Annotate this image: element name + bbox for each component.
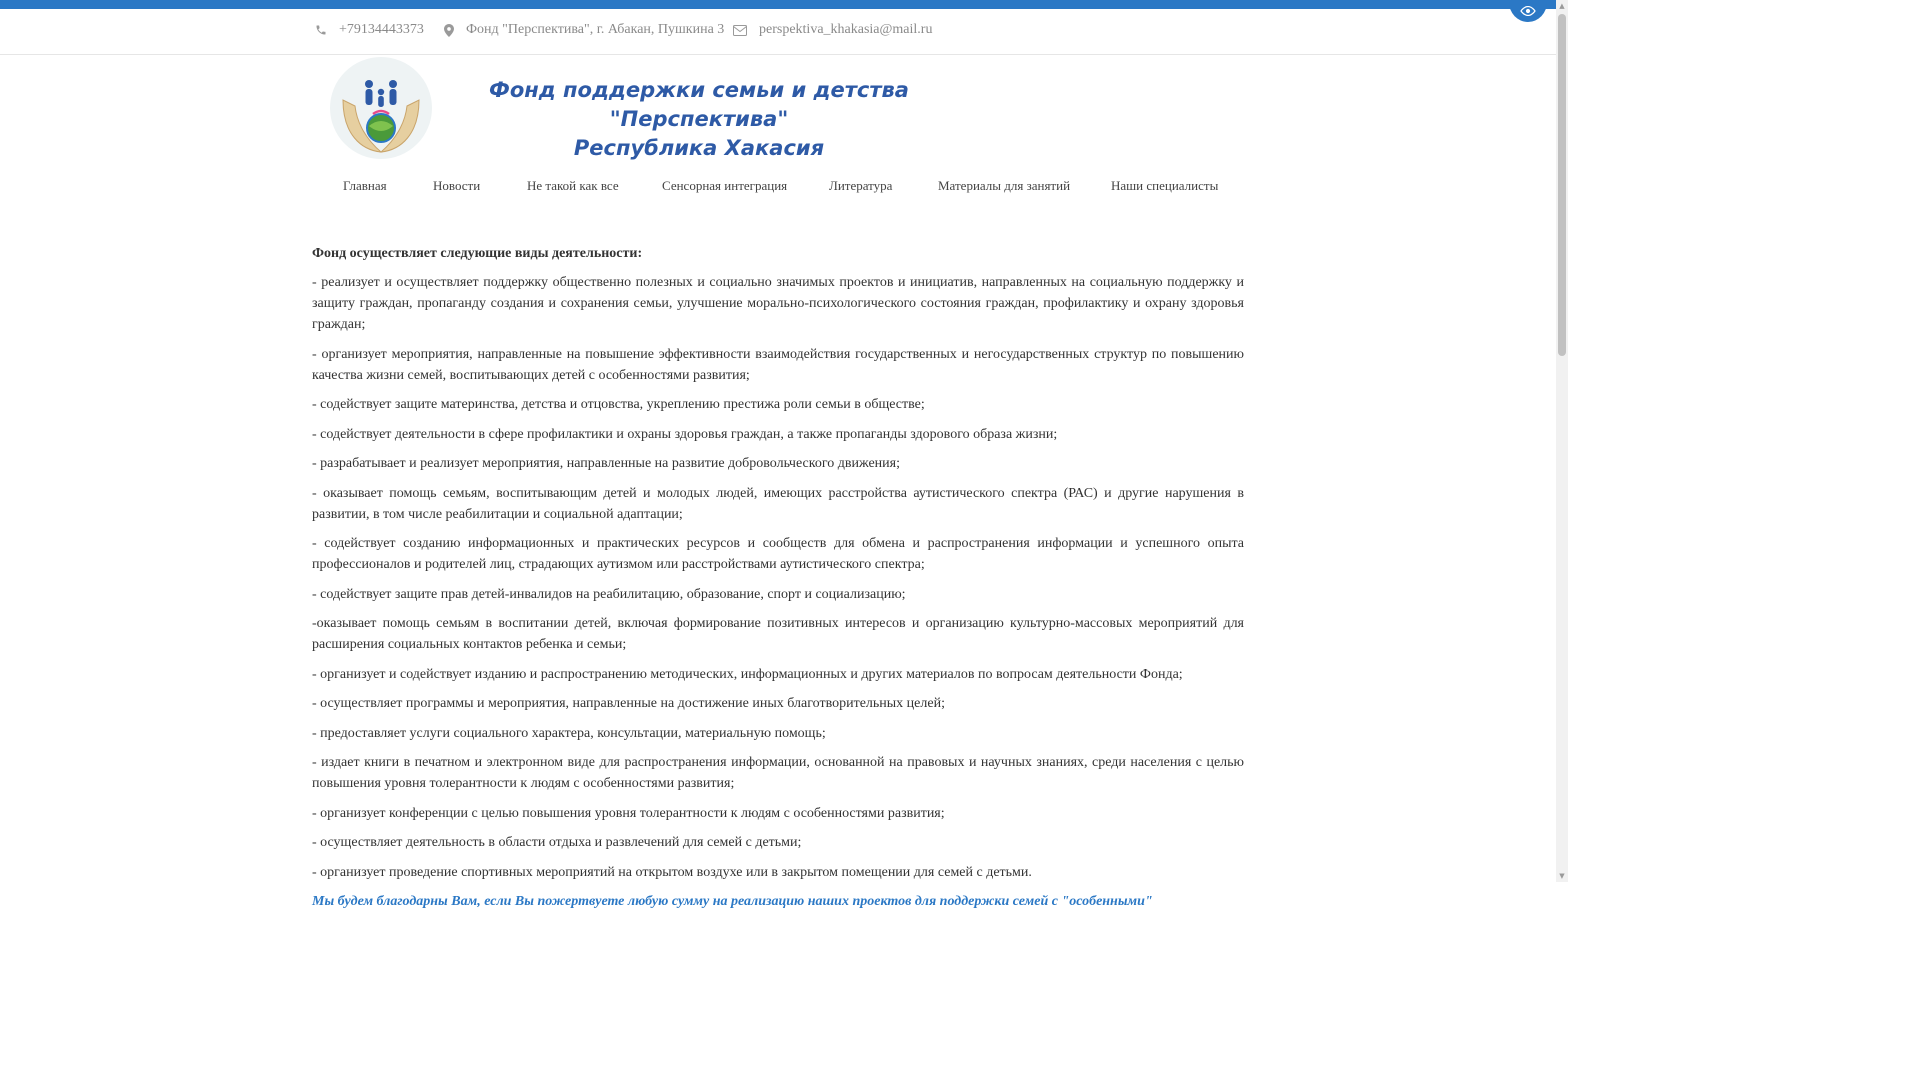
activity-item: - оказывает помощь семьям, воспитывающим детей и молодых людей, имеющих расстройства аутистического спектра (РАС) и другие нарушения в развитии, в том числе реабилитации и социальной адаптации; bbox=[312, 485, 1244, 522]
nav-item-news[interactable]: Новости bbox=[433, 178, 481, 193]
activity-item: - содействует деятельности в сфере профилактики и охраны здоровья граждан, а также пропаганды здорового образа жизни; bbox=[312, 426, 1058, 442]
nav-item-sensory-integration[interactable]: Сенсорная интеграция bbox=[662, 178, 788, 193]
email-address: perspektiva_khakasia@mail.ru bbox=[759, 22, 933, 37]
activity-item: - предоставляет услуги социального характера, консультации, материальную помощь; bbox=[312, 725, 826, 741]
eye-icon bbox=[1520, 6, 1536, 16]
map-marker-icon bbox=[444, 24, 454, 37]
site-title[interactable] bbox=[434, 76, 964, 163]
phone-number: +79134443373 bbox=[339, 22, 424, 37]
activity-item: - организует конференции с целью повышения уровня толерантности к людям с особенностями развития; bbox=[312, 805, 945, 821]
activity-item: - организует и содействует изданию и распространению методических, информационных и других материалов по вопросам деятельности Фонда; bbox=[312, 666, 1183, 682]
activity-item: - осуществляет деятельность в области отдыха и развлечений для семей с детьми; bbox=[312, 835, 802, 850]
envelope-icon bbox=[733, 25, 747, 36]
phone-icon bbox=[315, 24, 327, 36]
nav-item-home[interactable]: Главная bbox=[343, 178, 387, 193]
nav-item-lesson-materials[interactable]: Материалы для занятий bbox=[938, 178, 1071, 193]
main-content bbox=[312, 243, 1244, 921]
nav-item-literature[interactable]: Литература bbox=[829, 178, 893, 193]
activity-item: - издает книги в печатном и электронном виде для распространения информации, основанной на правовых и научных знаниях, среди населения с целью повышения уровня толерантности к людям с особенностями развития; bbox=[312, 755, 1244, 791]
site-title-line1: Фонд поддержки семьи и детства "Перспектива" bbox=[489, 78, 909, 131]
scroll-up-arrow-icon[interactable]: ▲ bbox=[1559, 2, 1565, 10]
activity-item: - организует мероприятия, направленные на повышение эффективности взаимодействия государственных и негосударственных структур по повышению качества жизни семей, воспитывающих детей с особенностями развития; bbox=[312, 346, 1244, 383]
top-accent-stripe bbox=[0, 0, 1556, 9]
site-title-line2: Республика Хакасия bbox=[573, 136, 825, 160]
vertical-scrollbar[interactable] bbox=[1556, 0, 1568, 882]
address-text: Фонд "Перспектива", г. Абакан, Пушкина 3 bbox=[466, 22, 725, 37]
activity-item: - содействует защите прав детей-инвалидов на реабилитацию, образование, спорт и социализацию; bbox=[312, 586, 906, 602]
activity-item: - содействует защите материнства, детства и отцовства, укреплению престижа роли семьи в обществе; bbox=[312, 397, 925, 412]
activity-item: - содействует созданию информационных и практических ресурсов и сообществ для обмена и распространения информации и успешного опыта профессионалов и родителей лиц, страдающих аутизмом или расстройствами аутистического спектра; bbox=[312, 536, 1244, 572]
contact-email[interactable] bbox=[733, 22, 932, 38]
contact-phone[interactable] bbox=[315, 22, 424, 38]
activities-heading: Фонд осуществляет следующие виды деятельности: bbox=[312, 246, 643, 261]
activity-item: - реализует и осуществляет поддержку общественно полезных и социально значимых проектов и инициатив, направленных на социальную поддержку и защиту граждан, пропаганду создания и сохранения семьи, улучшение морально-психологического состояния граждан, профилактику и охрану здоровья граждан; bbox=[312, 275, 1244, 332]
activity-item: - осуществляет программы и мероприятия, направленные на достижение иных благотворительных целей; bbox=[312, 696, 945, 711]
contact-bar bbox=[0, 9, 1556, 55]
scroll-down-arrow-icon[interactable]: ▼ bbox=[1559, 872, 1565, 880]
activity-item: - организует проведение спортивных мероприятий на открытом воздухе или в закрытом помещении для семей с детьми. bbox=[312, 864, 1032, 880]
donation-callout: Мы будем благодарны Вам, если Вы пожертвуете любую сумму на реализацию наших проектов для поддержки семей с "особенными" bbox=[312, 894, 1153, 909]
nav-item-not-like-everyone[interactable]: Не такой как все bbox=[527, 178, 619, 193]
activity-item: -оказывает помощь семьям в воспитании детей, включая формирование позитивных интересов и организацию культурно-массовых мероприятий для расширения социальных контактов ребенка и семьи; bbox=[312, 616, 1244, 652]
contact-address bbox=[444, 22, 724, 38]
nav-item-our-specialists[interactable]: Наши специалисты bbox=[1111, 178, 1219, 193]
logo-emblem[interactable] bbox=[329, 56, 433, 160]
activity-item: - разрабатывает и реализует мероприятия, направленные на развитие добровольческого движения; bbox=[312, 456, 900, 471]
scrollbar-thumb[interactable] bbox=[1558, 14, 1566, 356]
